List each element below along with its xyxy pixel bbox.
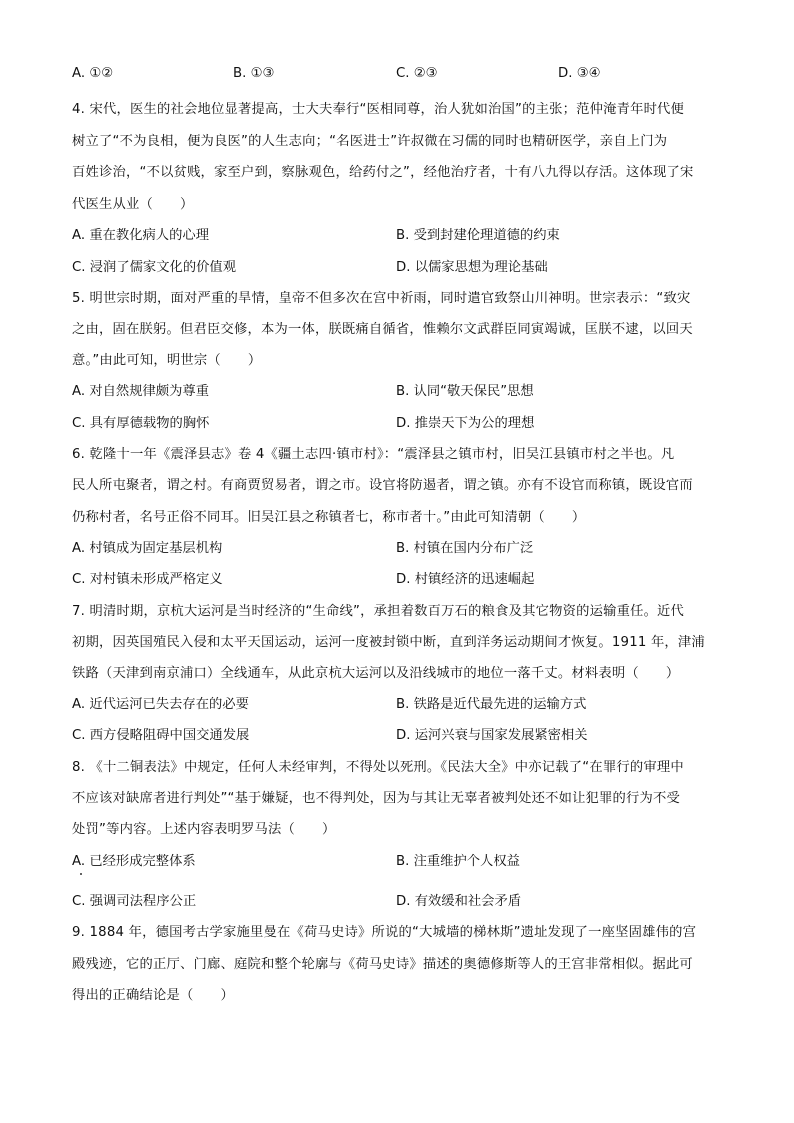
question-4-option-a: A. 重在教化病人的心理 [72, 228, 209, 243]
question-4-option-d: D. 以儒家思想为理论基础 [396, 260, 548, 275]
question-8-option-b: B. 注重维护个人权益 [396, 854, 520, 869]
question-6-option-c: C. 对村镇未形成严格定义 [72, 572, 223, 587]
question-9-text: 得出的正确结论是（ ） [72, 988, 234, 1003]
question-7-text: 7. 明清时期，京杭大运河是当时经济的“生命线”，承担着数百万石的粮食及其它物资的运输重任。近代 [72, 604, 685, 619]
question-6-text: 6. 乾隆十一年《震泽县志》卷 4《疆土志四·镇市村》：“震泽县之镇市村，旧吴江县镇市村之半也。凡 [72, 447, 675, 462]
question-6-text: 仍称村者，名号正俗不同耳。旧吴江县之称镇者七，称市者十。”由此可知清朝（ ） [72, 510, 586, 525]
question-8-option-d: D. 有效缓和社会矛盾 [396, 894, 522, 909]
question-7-option-a: A. 近代运河已失去存在的必要 [72, 697, 249, 712]
question-5-option-c: C. 具有厚德载物的胸怀 [72, 416, 210, 431]
question-5-option-a: A. 对自然规律颇为尊重 [72, 384, 209, 399]
question-4-text: 代医生从业（ ） [72, 197, 194, 212]
option-c: C. ②③ [396, 66, 438, 81]
option-b: B. ①③ [233, 66, 275, 81]
question-5-option-d: D. 推崇天下为公的理想 [396, 416, 535, 431]
question-9-text: 9. 1884 年，德国考古学家施里曼在《荷马史诗》所说的“大城墙的梯林斯”遗址发现了一座坚固雄伟的宫 [72, 925, 697, 940]
question-8-option-a: A. 已经形成完整体系 [72, 854, 196, 869]
option-d: D. ③④ [558, 66, 601, 81]
question-4-text: 百姓诊治，“不以贫贱，家至户到，察脉观色，给药付之”，经他治疗者，十有八九得以存活。这体现了宋 [72, 165, 694, 180]
question-7-option-b: B. 铁路是近代最先进的运输方式 [396, 697, 587, 712]
question-6-option-b: B. 村镇在国内分布广泛 [396, 541, 534, 556]
stray-dot [80, 873, 82, 875]
question-7-option-d: D. 运河兴衰与国家发展紧密相关 [396, 728, 588, 743]
question-4-text: 树立了“不为良相，便为良医”的人生志向；“名医进士”许叔微在习儒的同时也精研医学，亲自上门为 [72, 134, 668, 149]
question-7-text: 铁路（天津到南京浦口）全线通车，从此京杭大运河以及沿线城市的地位一落千丈。材料表明（ ） [72, 666, 680, 681]
option-a: A. ①② [72, 66, 114, 81]
question-5-text: 之由，固在朕躬。但君臣交修，本为一体，朕既痛自循省，惟赖尔文武群臣同寅竭诚，匡朕不逮，以回天 [72, 322, 693, 337]
question-8-text: 处罚”等内容。上述内容表明罗马法（ ） [72, 822, 336, 837]
question-4-option-c: C. 浸润了儒家文化的价值观 [72, 260, 237, 275]
question-4-text: 4. 宋代，医生的社会地位显著提高，士大夫奉行“医相同尊，治人犹如治国”的主张；范仲淹青年时代便 [72, 102, 685, 117]
question-5-text: 意。”由此可知，明世宗（ ） [72, 353, 262, 368]
question-6-text: 民人所屯聚者，谓之村。有商贾贸易者，谓之市。设官将防遏者，谓之镇。亦有不设官而称镇，既设官而 [72, 478, 693, 493]
question-5-option-b: B. 认同“敬天保民”思想 [396, 384, 534, 399]
question-5-text: 5. 明世宗时期，面对严重的旱情，皇帝不但多次在宫中祈雨，同时遣官致祭山川神明。世宗表示：“致灾 [72, 291, 691, 306]
question-7-text: 初期，因英国殖民入侵和太平天国运动，运河一度被封锁中断，直到洋务运动期间才恢复。1911 年，津浦 [72, 635, 705, 650]
question-7-option-c: C. 西方侵略阻碍中国交通发展 [72, 728, 250, 743]
question-8-text: 不应该对缺席者进行判处”“基于嫌疑，也不得判处，因为与其让无辜者被判处还不如让犯罪的行为不受 [72, 791, 681, 806]
question-9-text: 殿残迹，它的正厅、门廊、庭院和整个轮廓与《荷马史诗》描述的奥德修斯等人的王宫非常相似。据此可 [72, 957, 693, 972]
question-8-option-c: C. 强调司法程序公正 [72, 894, 197, 909]
question-6-option-d: D. 村镇经济的迅速崛起 [396, 572, 535, 587]
question-8-text: 8. 《十二铜表法》中规定，任何人未经审判，不得处以死刑。《民法大全》中亦记载了“在罪行的审理中 [72, 760, 684, 775]
question-4-option-b: B. 受到封建伦理道德的约束 [396, 228, 560, 243]
question-6-option-a: A. 村镇成为固定基层机构 [72, 541, 223, 556]
